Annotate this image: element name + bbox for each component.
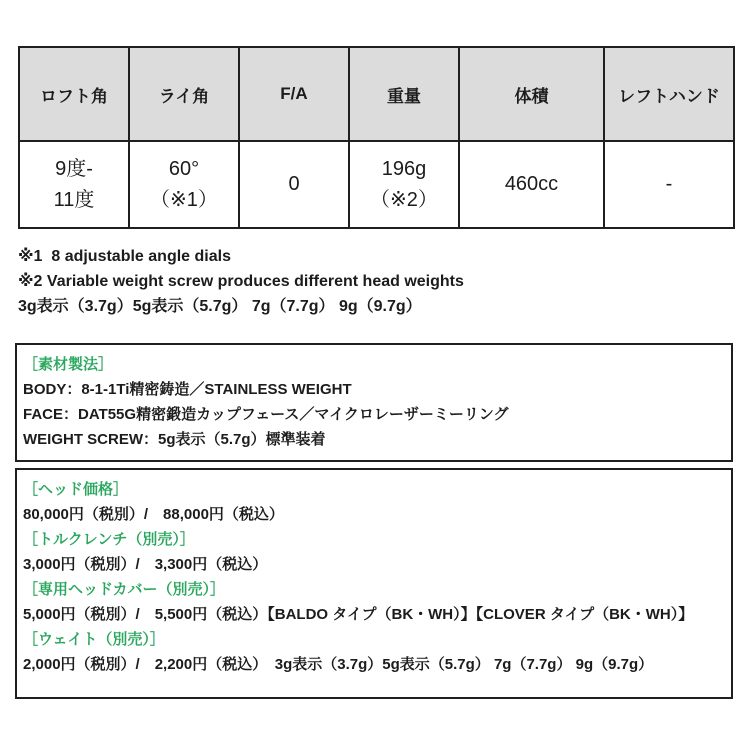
spec-value-line: 196g bbox=[381, 157, 427, 180]
spec-cell-fa bbox=[239, 141, 349, 228]
head-cover-title: ［専用ヘッドカバー（別売）］ bbox=[23, 581, 226, 598]
spec-value-line: （※1） bbox=[150, 188, 218, 211]
head-price-line: 80,000円（税別）/ 88,000円（税込） bbox=[23, 506, 284, 523]
spec-value-line: 11度 bbox=[53, 188, 95, 211]
spec-value-line: - bbox=[665, 173, 673, 195]
column-header-left-hand: レフトハンド bbox=[604, 47, 734, 141]
spec-cell-left-hand bbox=[604, 141, 734, 228]
torque-wrench-title: ［トルクレンチ（別売）］ bbox=[23, 531, 195, 548]
weight-option-price-line: 2,000円（税別）/ 2,200円（税込） 3g表示（3.7g）5g表示（5.7g） 7g（7.7g） 9g（9.7g） bbox=[23, 656, 654, 673]
column-header-lie-angle: ライ角 bbox=[129, 47, 239, 141]
footnotes bbox=[18, 244, 733, 319]
material-box bbox=[15, 343, 733, 462]
spec-table-header-row bbox=[19, 47, 734, 141]
column-header-loft-angle: ロフト角 bbox=[19, 47, 129, 141]
column-header-fa: F/A bbox=[239, 47, 349, 141]
material-weight-screw-line: WEIGHT SCREW：5g表示（5.7g）標準装着 bbox=[23, 431, 326, 448]
spec-value-line: 0 bbox=[288, 173, 300, 195]
spec-table-value-row bbox=[19, 141, 734, 228]
spec-cell-volume bbox=[459, 141, 604, 228]
spec-value-line: 60° bbox=[168, 157, 200, 180]
column-header-weight: 重量 bbox=[349, 47, 459, 141]
spec-cell-loft-angle bbox=[19, 141, 129, 228]
weight-option-title: ［ウェイト（別売）］ bbox=[23, 631, 165, 648]
torque-wrench-price-line: 3,000円（税別）/ 3,300円（税込） bbox=[23, 556, 268, 573]
material-section-title: ［素材製法］ bbox=[23, 356, 114, 373]
spec-value-line: （※2） bbox=[370, 188, 438, 211]
price-box bbox=[15, 468, 733, 699]
spec-cell-lie-angle bbox=[129, 141, 239, 228]
material-body-line: BODY：8-1-1Ti精密鋳造／STAINLESS WEIGHT bbox=[23, 381, 352, 398]
head-cover-price-line: 5,000円（税別）/ 5,500円（税込）【BALDO タイプ（BK・WH）】【CLOVER タイプ（BK・WH）】 bbox=[23, 606, 694, 623]
spec-value-line: 460cc bbox=[504, 173, 559, 195]
spec-table bbox=[18, 46, 735, 229]
spec-value-line: 9度- bbox=[55, 157, 93, 180]
footnote-weights: 3g表示（3.7g）5g表示（5.7g） 7g（7.7g） 9g（9.7g） bbox=[18, 298, 422, 315]
spec-cell-weight bbox=[349, 141, 459, 228]
head-price-title: ［ヘッド価格］ bbox=[23, 481, 129, 498]
column-header-volume: 体積 bbox=[459, 47, 604, 141]
footnote-2: ※2 Variable weight screw produces different head weights bbox=[18, 273, 464, 290]
material-face-line: FACE：DAT55G精密鍛造カップフェース／マイクロレーザーミーリング bbox=[23, 406, 509, 423]
footnote-1: ※1 8 adjustable angle dials bbox=[18, 248, 231, 265]
